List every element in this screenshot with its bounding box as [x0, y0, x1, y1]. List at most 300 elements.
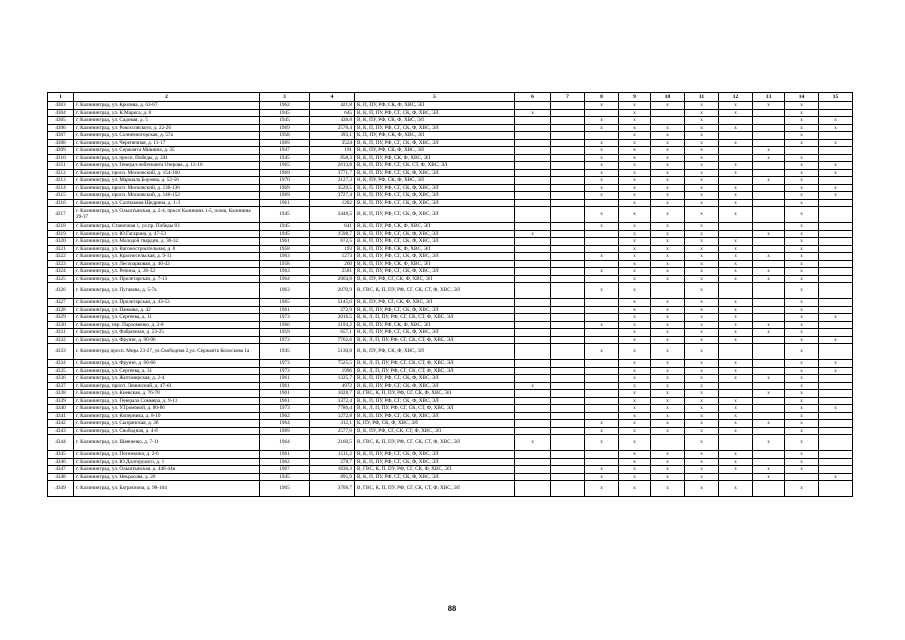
table-cell: х — [585, 177, 619, 185]
table-cell: х — [619, 147, 651, 155]
table-cell — [819, 299, 853, 307]
table-cell: х — [651, 420, 685, 428]
table-cell: х — [619, 299, 651, 307]
table-cell: В, К, П, ПУ, РФ, СГ, СК, Ф, ХВС, ЭЛ — [355, 382, 515, 390]
table-cell: х — [785, 102, 819, 110]
table-cell: В, ГВС, К, П, ПУ, РФ, СГ, СК, Ф, ХВС, ЭЛ — [355, 466, 515, 474]
table-cell: г. Калининград, просп. Ленинский, д. 47-61 — [74, 382, 260, 390]
table-cell — [515, 102, 551, 110]
table-cell: х — [719, 260, 753, 268]
table-cell — [819, 223, 853, 231]
table-cell — [753, 367, 785, 375]
table-cell: х — [651, 139, 685, 147]
table-cell: В, К, ПУ, РФ, СГ, СК, СТ, Ф, ХВС, ЭЛ — [355, 427, 515, 435]
table-cell: В, К, П, ПУ, РФ, СГ, СК, Ф, ХВС, ЭЛ — [355, 207, 515, 223]
table-cell: 2016,5 — [310, 314, 355, 322]
table-cell — [551, 321, 585, 329]
table-cell — [819, 382, 853, 390]
table-cell: х — [753, 253, 785, 261]
table-cell — [719, 283, 753, 299]
table-cell — [753, 162, 785, 170]
table-cell: г. Калининград, ул. Фрунзе, д. 90-96 — [74, 336, 260, 344]
table-cell — [515, 390, 551, 398]
table-row — [48, 458, 853, 466]
table-cell: 1969 — [260, 139, 310, 147]
table-cell — [515, 458, 551, 466]
table-cell: х — [819, 314, 853, 322]
table-cell: х — [619, 154, 651, 162]
table-cell: г. Калининград, просп. Московский, д. 154-160 — [74, 169, 260, 177]
table-cell — [719, 344, 753, 360]
table-cell: х — [753, 329, 785, 337]
table-cell: х — [619, 420, 651, 428]
table-cell — [551, 260, 585, 268]
table-cell — [719, 154, 753, 162]
table-cell: х — [785, 132, 819, 140]
table-cell: х — [719, 192, 753, 200]
table-cell: х — [685, 162, 719, 170]
table-cell: х — [651, 169, 685, 177]
table-cell: х — [685, 223, 719, 231]
table-cell — [719, 132, 753, 140]
table-cell: В, К, Л, П, ПУ, РФ, СГ, СК, СТ, Ф, ХВС, ЭЛ — [355, 360, 515, 368]
table-cell: 1961 — [260, 238, 310, 246]
table-cell: х — [651, 390, 685, 398]
table-cell: г. Калининград, ул. Ольштынская, д. 44б-44в — [74, 466, 260, 474]
table-cell: х — [619, 329, 651, 337]
table-cell: х — [785, 427, 819, 435]
table-cell — [551, 473, 585, 481]
table-cell: х — [685, 154, 719, 162]
table-cell — [515, 199, 551, 207]
table-cell: х — [685, 245, 719, 253]
table-cell: х — [785, 124, 819, 132]
table-cell: х — [785, 299, 819, 307]
table-row — [48, 420, 853, 428]
table-cell — [719, 382, 753, 390]
table-cell — [515, 139, 551, 147]
table-cell: х — [685, 435, 719, 451]
table-row — [48, 109, 853, 117]
table-cell: 1973 — [260, 405, 310, 413]
table-cell: 1969 — [260, 124, 310, 132]
table-cell: х — [585, 435, 619, 451]
table-cell: х — [651, 405, 685, 413]
table-cell: В, К, П, ПУ, РФ, СГ, СК, Ф, ХВС, ЭЛ — [355, 451, 515, 459]
table-cell — [551, 162, 585, 170]
table-row — [48, 412, 853, 420]
table-cell: х — [685, 230, 719, 238]
table-cell: х — [785, 283, 819, 299]
table-cell: х — [685, 207, 719, 223]
table-cell: 1945 — [260, 223, 310, 231]
table-cell — [551, 109, 585, 117]
table-row — [48, 154, 853, 162]
table-row — [48, 344, 853, 360]
table-cell: 4348 — [48, 473, 74, 481]
table-cell: 4342 — [48, 420, 74, 428]
table-cell — [551, 283, 585, 299]
table-cell: х — [819, 169, 853, 177]
table-row — [48, 147, 853, 155]
table-cell — [551, 192, 585, 200]
column-header: 6 — [515, 93, 551, 102]
table-cell: х — [685, 275, 719, 283]
table-cell — [819, 481, 853, 497]
column-header: 4 — [310, 93, 355, 102]
table-cell: х — [651, 199, 685, 207]
table-cell: 4337 — [48, 382, 74, 390]
table-cell — [819, 268, 853, 276]
table-cell: В, К, ПУ, РФ, СК, Ф, ХВС, ЭЛ — [355, 177, 515, 185]
table-cell: 4318 — [48, 223, 74, 231]
table-cell: В, К, П, ПУ, РФ, СГ, СК, Ф, ХВС, ЭЛ — [355, 268, 515, 276]
table-cell — [551, 481, 585, 497]
table-cell: х — [719, 367, 753, 375]
table-cell: 1958 — [260, 245, 310, 253]
table-cell: х — [619, 367, 651, 375]
table-cell: х — [785, 306, 819, 314]
table-cell — [819, 329, 853, 337]
table-cell: 4310 — [48, 154, 74, 162]
table-cell: х — [619, 223, 651, 231]
table-cell — [819, 435, 853, 451]
table-cell — [551, 102, 585, 110]
table-cell: 1945 — [260, 230, 310, 238]
table-cell: 2581 — [310, 268, 355, 276]
table-row — [48, 132, 853, 140]
table-cell: 4324 — [48, 268, 74, 276]
table-row — [48, 102, 853, 110]
table-cell: х — [515, 435, 551, 451]
table-cell: 4347 — [48, 466, 74, 474]
table-cell: х — [585, 162, 619, 170]
table-cell — [753, 412, 785, 420]
table-cell — [515, 223, 551, 231]
table-cell: 4338 — [48, 390, 74, 398]
table-cell: В, К, ПУ, РФ, СГ, СК, Ф, ХВС, ЭЛ — [355, 275, 515, 283]
table-cell: х — [651, 192, 685, 200]
table-cell — [753, 238, 785, 246]
table-cell — [585, 360, 619, 368]
table-cell: х — [619, 245, 651, 253]
table-row — [48, 299, 853, 307]
column-header: 10 — [651, 93, 685, 102]
table-cell: х — [685, 367, 719, 375]
table-cell — [753, 382, 785, 390]
table-cell: 1964 — [260, 420, 310, 428]
table-cell: х — [753, 177, 785, 185]
table-cell: х — [753, 466, 785, 474]
table-cell: х — [619, 275, 651, 283]
table-cell: 1973 — [260, 360, 310, 368]
table-cell: х — [651, 397, 685, 405]
table-cell: В, К, Л, П, ПУ, РФ, СГ, СК, СТ, Ф, ХВС, ЭЛ — [355, 367, 515, 375]
table-cell: 858,3 — [310, 154, 355, 162]
table-cell — [551, 420, 585, 428]
table-cell — [551, 390, 585, 398]
table-cell — [753, 299, 785, 307]
table-cell: х — [619, 253, 651, 261]
table-cell: 657,1 — [310, 329, 355, 337]
table-cell: х — [619, 412, 651, 420]
table-header-row — [48, 93, 853, 102]
column-header: 13 — [753, 93, 785, 102]
table-cell: В, К, П, ПУ, РФ, СГ, СК, Ф, ХВС, ЭЛ — [355, 230, 515, 238]
table-cell — [753, 169, 785, 177]
table-cell: х — [719, 275, 753, 283]
table-row — [48, 435, 853, 451]
table-cell: х — [685, 329, 719, 337]
table-cell: х — [651, 245, 685, 253]
table-cell: х — [619, 199, 651, 207]
table-cell — [585, 412, 619, 420]
table-cell — [551, 253, 585, 261]
table-cell: х — [619, 207, 651, 223]
table-cell: х — [619, 184, 651, 192]
table-cell — [753, 427, 785, 435]
table-cell: г. Калининград, ул. Потемкина, д. 2-6 — [74, 451, 260, 459]
table-row — [48, 177, 853, 185]
table-body — [48, 102, 853, 497]
table-cell: 641 — [310, 223, 355, 231]
table-cell: х — [685, 420, 719, 428]
table-cell — [515, 314, 551, 322]
table-cell — [651, 117, 685, 125]
table-cell — [719, 223, 753, 231]
table-cell — [753, 139, 785, 147]
table-cell — [819, 275, 853, 283]
table-cell: 4313 — [48, 177, 74, 185]
table-cell: 7786,4 — [310, 405, 355, 413]
table-cell — [753, 458, 785, 466]
table-cell: 1961 — [260, 382, 310, 390]
table-cell — [753, 207, 785, 223]
table-cell: х — [785, 397, 819, 405]
table-cell — [585, 390, 619, 398]
table-cell — [515, 207, 551, 223]
table-cell: х — [819, 367, 853, 375]
table-cell: В, К, П, ПУ, РФ, СГ, СК, Ф, ХВС, ЭЛ — [355, 397, 515, 405]
table-cell: х — [785, 390, 819, 398]
table-cell: х — [685, 124, 719, 132]
column-header: 9 — [619, 93, 651, 102]
table-cell: х — [619, 139, 651, 147]
table-cell: х — [685, 306, 719, 314]
table-cell: х — [685, 473, 719, 481]
table-cell: 193 — [310, 245, 355, 253]
table-cell — [585, 405, 619, 413]
table-cell: х — [753, 154, 785, 162]
table-cell: 1961 — [260, 397, 310, 405]
table-cell — [819, 207, 853, 223]
table-cell: х — [719, 420, 753, 428]
table-cell: г. Калининград, ул. Сергеева, д. 11 — [74, 314, 260, 322]
table-cell — [515, 184, 551, 192]
table-cell: х — [619, 109, 651, 117]
table-cell: х — [651, 306, 685, 314]
table-cell: х — [585, 184, 619, 192]
table-cell: х — [585, 117, 619, 125]
table-cell: х — [585, 124, 619, 132]
table-cell: х — [585, 420, 619, 428]
table-cell: г. Калининград, ул. Сергеева, д. 31 — [74, 367, 260, 375]
table-cell: х — [719, 245, 753, 253]
table-cell — [551, 367, 585, 375]
table-cell: 1967 — [260, 466, 310, 474]
table-cell: 3529,5 — [310, 184, 355, 192]
table-row — [48, 192, 853, 200]
table-cell: 4331 — [48, 329, 74, 337]
table-cell: 1961 — [260, 199, 310, 207]
table-cell: В, К, П, ПУ, РФ, СГ, СК, Ф, ХВС, ЭЛ — [355, 375, 515, 383]
table-cell: х — [685, 177, 719, 185]
table-cell: 4344 — [48, 435, 74, 451]
table-cell: г. Калининград, ул. К.Маркса, д. 8 — [74, 109, 260, 117]
table-cell: 1272,8 — [310, 412, 355, 420]
table-cell — [515, 192, 551, 200]
table-cell — [819, 147, 853, 155]
table-cell: г. Калининград, ул. Багратиона, д. 98-104 — [74, 481, 260, 497]
table-cell — [719, 177, 753, 185]
table-row — [48, 375, 853, 383]
table-cell: 1945 — [260, 473, 310, 481]
table-cell — [515, 336, 551, 344]
table-cell: 1973 — [260, 314, 310, 322]
table-cell: г. Калининград, ул. Фрунзе, д. 60-66 — [74, 360, 260, 368]
table-cell: х — [651, 412, 685, 420]
table-cell — [515, 481, 551, 497]
table-row — [48, 162, 853, 170]
table-cell: х — [619, 458, 651, 466]
table-cell: г. Калининград, ул. Коперника, д. 8-10 — [74, 412, 260, 420]
table-cell: х — [651, 124, 685, 132]
table-cell — [819, 253, 853, 261]
table-cell — [551, 117, 585, 125]
table-cell: 4336 — [48, 375, 74, 383]
table-cell — [585, 314, 619, 322]
table-cell: х — [819, 184, 853, 192]
table-cell — [515, 147, 551, 155]
table-cell: 272,9 — [310, 306, 355, 314]
table-cell: х — [785, 412, 819, 420]
table-cell: 1945 — [260, 207, 310, 223]
table-cell: х — [619, 336, 651, 344]
table-cell — [819, 154, 853, 162]
table-cell — [515, 260, 551, 268]
table-cell: х — [819, 473, 853, 481]
table-cell: 1970 — [260, 177, 310, 185]
table-row — [48, 397, 853, 405]
table-cell: 4333 — [48, 344, 74, 360]
table-cell — [515, 451, 551, 459]
table-cell: г. Калининград, ул. Генерал-лейтенанта Озерова, д. 12-16 — [74, 162, 260, 170]
table-cell — [551, 147, 585, 155]
table-row — [48, 117, 853, 125]
table-cell: х — [585, 169, 619, 177]
table-cell — [819, 321, 853, 329]
table-cell: х — [719, 162, 753, 170]
table-cell — [515, 420, 551, 428]
table-cell: х — [619, 314, 651, 322]
table-cell — [819, 199, 853, 207]
table-cell: х — [785, 199, 819, 207]
table-cell — [819, 412, 853, 420]
table-cell: х — [651, 238, 685, 246]
table-cell: г. Калининград, ул. Сызранская, д. 3б — [74, 420, 260, 428]
column-header: 7 — [551, 93, 585, 102]
table-cell — [585, 382, 619, 390]
table-row — [48, 283, 853, 299]
table-row — [48, 230, 853, 238]
table-cell: х — [753, 321, 785, 329]
table-cell: х — [785, 177, 819, 185]
table-cell: 1969 — [260, 427, 310, 435]
table-cell — [515, 169, 551, 177]
table-cell: г. Калининград, ул. Садовая, д. 5 — [74, 117, 260, 125]
table-cell: х — [651, 147, 685, 155]
table-cell: г. Калининград, ул. Солнечногорская, д. 57а — [74, 132, 260, 140]
table-cell: х — [651, 367, 685, 375]
table-row — [48, 207, 853, 223]
table-cell: г. Калининград, ул. Пролетарская, д. 7-13 — [74, 275, 260, 283]
table-cell: х — [753, 420, 785, 428]
table-cell: 1963 — [260, 253, 310, 261]
table-cell: х — [719, 481, 753, 497]
table-cell — [819, 238, 853, 246]
table-cell — [819, 375, 853, 383]
table-cell — [551, 169, 585, 177]
table-cell: х — [515, 382, 551, 390]
table-cell: х — [651, 473, 685, 481]
table-cell: х — [619, 427, 651, 435]
table-cell: В, К, П, ПУ, РФ, СГ, СК, Ф, ХВС, ЭЛ — [355, 169, 515, 177]
table-cell — [585, 329, 619, 337]
table-cell: 4307 — [48, 132, 74, 140]
table-cell: 3524 — [310, 139, 355, 147]
table-cell: х — [785, 169, 819, 177]
table-cell: 4339 — [48, 397, 74, 405]
table-cell: 4309 — [48, 147, 74, 155]
table-cell: х — [719, 253, 753, 261]
table-cell: 4343 — [48, 427, 74, 435]
table-cell: х — [651, 336, 685, 344]
table-cell: х — [785, 245, 819, 253]
table-cell: 4972 — [310, 382, 355, 390]
table-cell — [753, 245, 785, 253]
table-cell: х — [685, 375, 719, 383]
table-cell: 4340 — [48, 405, 74, 413]
table-cell: 438,8 — [310, 117, 355, 125]
table-cell: х — [619, 481, 651, 497]
table-cell — [753, 336, 785, 344]
table-row — [48, 139, 853, 147]
table-cell: 4303 — [48, 102, 74, 110]
table-cell — [819, 132, 853, 140]
table-cell: х — [619, 306, 651, 314]
table-cell — [551, 427, 585, 435]
table-cell: 4326 — [48, 283, 74, 299]
table-cell: 4319 — [48, 230, 74, 238]
table-cell: В, К, П, ПУ, РФ, СГ, СК, Ф, ХВС, ЭЛ — [355, 192, 515, 200]
table-cell — [753, 192, 785, 200]
table-cell: х — [685, 132, 719, 140]
table-cell: х — [819, 192, 853, 200]
table-cell: 5145,6 — [310, 299, 355, 307]
table-cell: х — [719, 397, 753, 405]
table-cell: х — [719, 299, 753, 307]
table-row — [48, 451, 853, 459]
